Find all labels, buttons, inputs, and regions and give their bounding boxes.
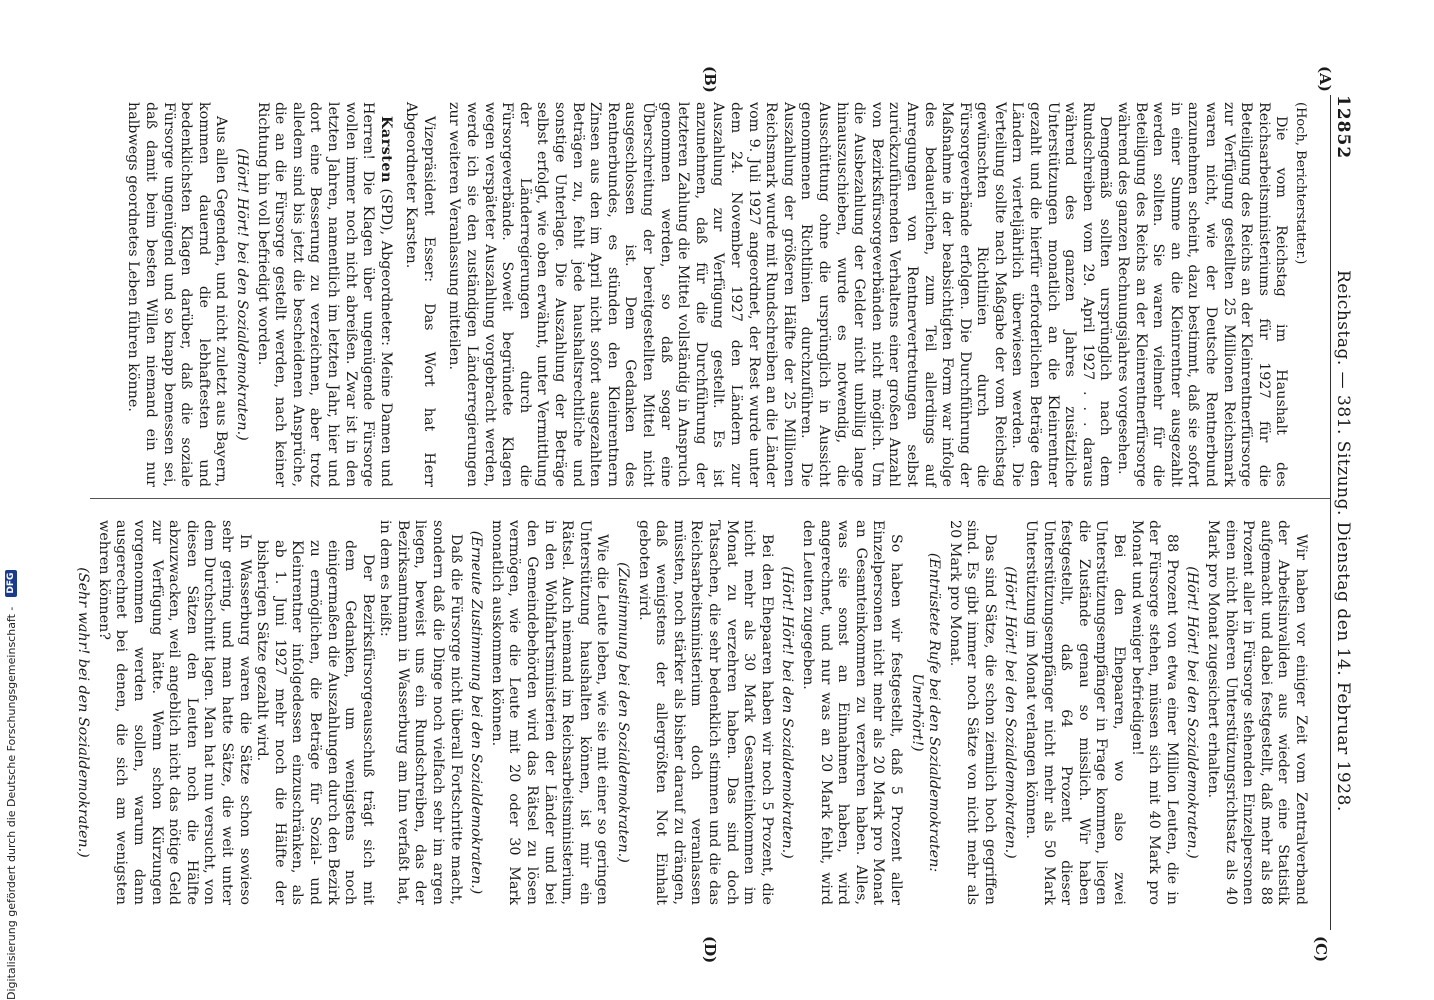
margin-letter-d: (D) xyxy=(701,936,719,964)
interjection: (Entrüstete Rufe bei den Sozialdemokraten: Unerhört!) xyxy=(908,552,943,873)
page-number: 12852 xyxy=(1333,95,1353,160)
paragraph: Die vom Reichstag im Haushalt des Reichsarbeitsministeriums für 1927 für die Beteiligung des Reichs an der Kleinrentnerfürsorge zur Verfügung gestellten 25 Millionen Reichsmark waren nicht, wie der Deutsche Rentnerbund anzunehmen scheint, dazu bestimmt, daß sie sofort in einer Summe an die Kleinrentner ausgezahlt werden sollten. Sie waren vielmehr für die Beteiligung des Reichs an der Kleinrentnerfürsorge während des ganzen Rechnungsjahres vorgesehen. xyxy=(1115,102,1290,487)
paragraph: Daß die Fürsorge nicht überall Fortschritte macht, sondern daß die Dinge noch vielfach sehr im argen liegen, beweist uns ein Rundschreiben, das der Bezirksamtmann in Wasserburg am Inn verfaßt hat, in dem es heißt: xyxy=(377,520,464,905)
page-header xyxy=(1330,95,1356,930)
paragraph: In Wasserburg waren die Sätze schon sowieso sehr gering, und man hatte Sätze, die weit unter dem Durchschnitt lagen. Man hat nun versucht, von diesen Sätzen den Leuten noch die Hälfte abzuzwacken, weil angeblich nicht das nötige Geld zur Verfügung hätte. Wenn schon Kürzungen vorgenommen werden sollen, warum dann ausgerechnet bei denen, die sich am wenigsten wehren können? xyxy=(95,520,253,905)
left-column xyxy=(124,102,1309,487)
paragraph: 88 Prozent von etwa einer Million Leuten, die in der Fürsorge stehen, müssen sich mit 40 Mark pro Monat und weniger befriedigen! xyxy=(1128,520,1180,905)
credit-text: Digitalisierung gefördert durch die Deutsche Forschungsgemeinschaft - xyxy=(4,606,18,1000)
running-title: Reichstag. — 381. Sitzung. Dienstag den 14. Februar 1928. xyxy=(1333,270,1353,812)
speaker-name: Karsten xyxy=(377,116,394,183)
column-divider xyxy=(90,498,1330,499)
digitization-credit xyxy=(2,0,20,1000)
paragraph: Vizepräsident Esser: Das Wort hat Herr Abgeordneter Karsten. xyxy=(403,102,437,487)
paragraph: Wie die Leute leben, wie sie mit einer so geringen Unterstützung haushalten können, ist mir ein Rätsel. Auch niemand im Reichsarbeitsministerium, in den Wohlfahrtsministerien der Länder und bei den Gemeindebehörden wird das Rätsel zu lösen vermögen, wie die Leute mit 20 oder 30 Mark monatlich auskommen können. xyxy=(488,520,611,905)
interjection: (Hört! Hört! bei den Sozialdemokraten.) xyxy=(233,148,250,441)
interjection: (Erneute Zustimmung bei den Sozialdemokraten.) xyxy=(468,530,485,895)
speaker-tag: (Hoch, Berichterstatter.) xyxy=(1293,102,1308,265)
interjection: (Hört! Hört! bei den Sozialdemokraten.) xyxy=(1184,566,1201,859)
interjection: (Hört! Hört! bei den Sozialdemokraten.) xyxy=(779,566,796,859)
interjection: (Zustimmung bei den Sozialdemokraten.) xyxy=(615,562,632,863)
quoted-circular: Der Bezirksfürsorgeausschuß trägt sich mit dem Gedanken, um wenigstens noch einigermaßen die Auszahlungen durch den Bezirk zu ermöglichen, die Beträge für Sozial- und Kleinrentner infolgedessen einzuschränken, als ab 1. Juni 1927 mehr noch die Hälfte der bisherigen Sätze gezahlt wird. xyxy=(254,540,376,905)
margin-letter-b: (B) xyxy=(701,66,719,93)
paragraph: Das sind Sätze, die schon ziemlich hoch gegriffen sind. Es gibt immer noch Sätze von nicht mehr als 20 Mark pro Monat. xyxy=(946,520,998,905)
dfg-logo-icon: DFG xyxy=(5,570,17,597)
paragraph: Aus allen Gegenden, und nicht zuletzt aus Bayern, kommen dauernd die lebhaftesten und bedenklichsten Klagen darüber, daß die soziale Fürsorge ungenügend und so knapp bemessen sei, daß damit beim besten Willen niemand ein nur halbwegs geordnetes Leben führen könne. xyxy=(125,102,230,487)
margin-letter-a: (A) xyxy=(1316,66,1334,92)
interjection: (Sehr wahr! bei den Sozialdemokraten.) xyxy=(75,567,92,858)
speech-text: (SPD), Abgeordneter: Meine Damen und Herren! Die Klagen über ungenügende Fürsorge wollen immer noch nicht abreißen. Zwar ist in den letzten Jahren, namentlich im letzten Jahr, hier und dort eine Besserung zu verzeichnen, aber trotz alledem sind bis jetzt die bescheidenen Ansprüche, die an die Fürsorge gestellt werden, nach keiner Richtung hin voll befriedigt worden. xyxy=(254,102,394,488)
margin-letter-c: (C) xyxy=(1312,936,1330,963)
right-column xyxy=(71,520,1309,905)
header-rule xyxy=(1330,95,1331,930)
paragraph: Demgemäß sollten ursprünglich nach dem Rundschreiben vom 29. April 1927 . . . daraus während des ganzen Jahres zusätzliche Unterstützungen monatlich an die Kleinrentner gezahlt und die hierfür erforderlichen Beträge den Ländern vierteljährlich überwiesen werden. Die Verteilung sollte nach Maßgabe der vom Reichstag gewünschten Richtlinien durch die Fürsorgeverbände erfolgen. Die Durchführung der Maßnahme in der beabsichtigten Form war infolge des bedauerlichen, zum Teil allerdings auf Anregungen von Rentnervertretungen selbst zurückzuführenden Verhaltens einer großen Anzahl von Bezirksfürsorgeverbänden nicht möglich. Um die Ausbezahlung der Gelder nicht unbillig lange hinauszuschieben, wurde es notwendig, die Ausschüttung ohne die ursprünglich in Aussicht genommenen Richtlinien durchzuführen. Die Auszahlung der größeren Hälfte der 25 Millionen Reichsmark wurde mit Rundschreiben an die Länder vom 9. Juli 1927 angeordnet, der Rest wurde unter dem 24. November 1927 den Ländern zur Auszahlung zur Verfügung gestellt. Es ist anzunehmen, daß für die Durchführung der letzteren Zahlung die Mittel vollständig in Anspruch genommen werden, so daß sogar eine Überschreitung der bereitgestellten Mittel nicht ausgeschlossen ist. Dem Gedanken des Rentnerbundes, es stünden den Kleinrentnern Zinsen aus den im April nicht sofort ausgezahlten Beträgen zu, fehlt jede haushaltsrechtliche und sonstige Unterlage. Die Auszahlung der Beträge selbst erfolgt, wie oben erwähnt, unter Vermittlung der Länderregierungen durch die Fürsorgeverbände. Soweit begründete Klagen wegen verspäteter Auszahlung vorgebracht werden, werde ich sie den zuständigen Länderregierungen zur weiteren Veranlassung mitteilen. xyxy=(446,102,1114,487)
paragraph: Wir haben vor einiger Zeit vom Zentralverband der Arbeitsinvaliden aus wieder eine Statistik aufgemacht und dabei festgestellt, daß mehr als 88 Prozent aller in Fürsorge stehenden Einzelpersonen einen nicht höheren Unterstützungsrichtsatz als 40 Mark pro Monat zugesichert erhalten. xyxy=(1205,520,1309,905)
paragraph: Bei den Ehepaaren, wo also zwei Unterstützungsempfänger in Frage kommen, liegen die Zustände genau so misslich. Wir haben festgestellt, daß 64 Prozent dieser Unterstützungsempfänger nicht mehr als 50 Mark Unterstützung im Monat verlangen können. xyxy=(1023,520,1128,905)
interjection: (Hört! Hört! bei den Sozialdemokraten.) xyxy=(1002,566,1019,859)
speech-paragraph xyxy=(253,102,394,487)
paragraph: Bei den Ehepaaren haben wir noch 5 Prozent, die nicht mehr als 30 Mark Gesamteinkommen im Monat zu verzehren haben. Das sind doch Tatsachen, die sehr bedenklich stimmen und die das Reichsarbeitsministerium doch veranlassen müssten, noch stärker als bisher darauf zu drängen, daß wenigstens der allergrößten Not Einhalt geboten wird. xyxy=(635,520,775,905)
paragraph: So haben wir festgestellt, daß 5 Prozent aller Einzelpersonen nicht mehr als 20 Mark pro Monat an Gesamteinkommen zu verzehren haben. Alles, was sie sonst an Einnahmen haben, wird angerechnet, und nur was an 20 Mark fehlt, wird den Leuten zugegeben. xyxy=(799,520,904,905)
